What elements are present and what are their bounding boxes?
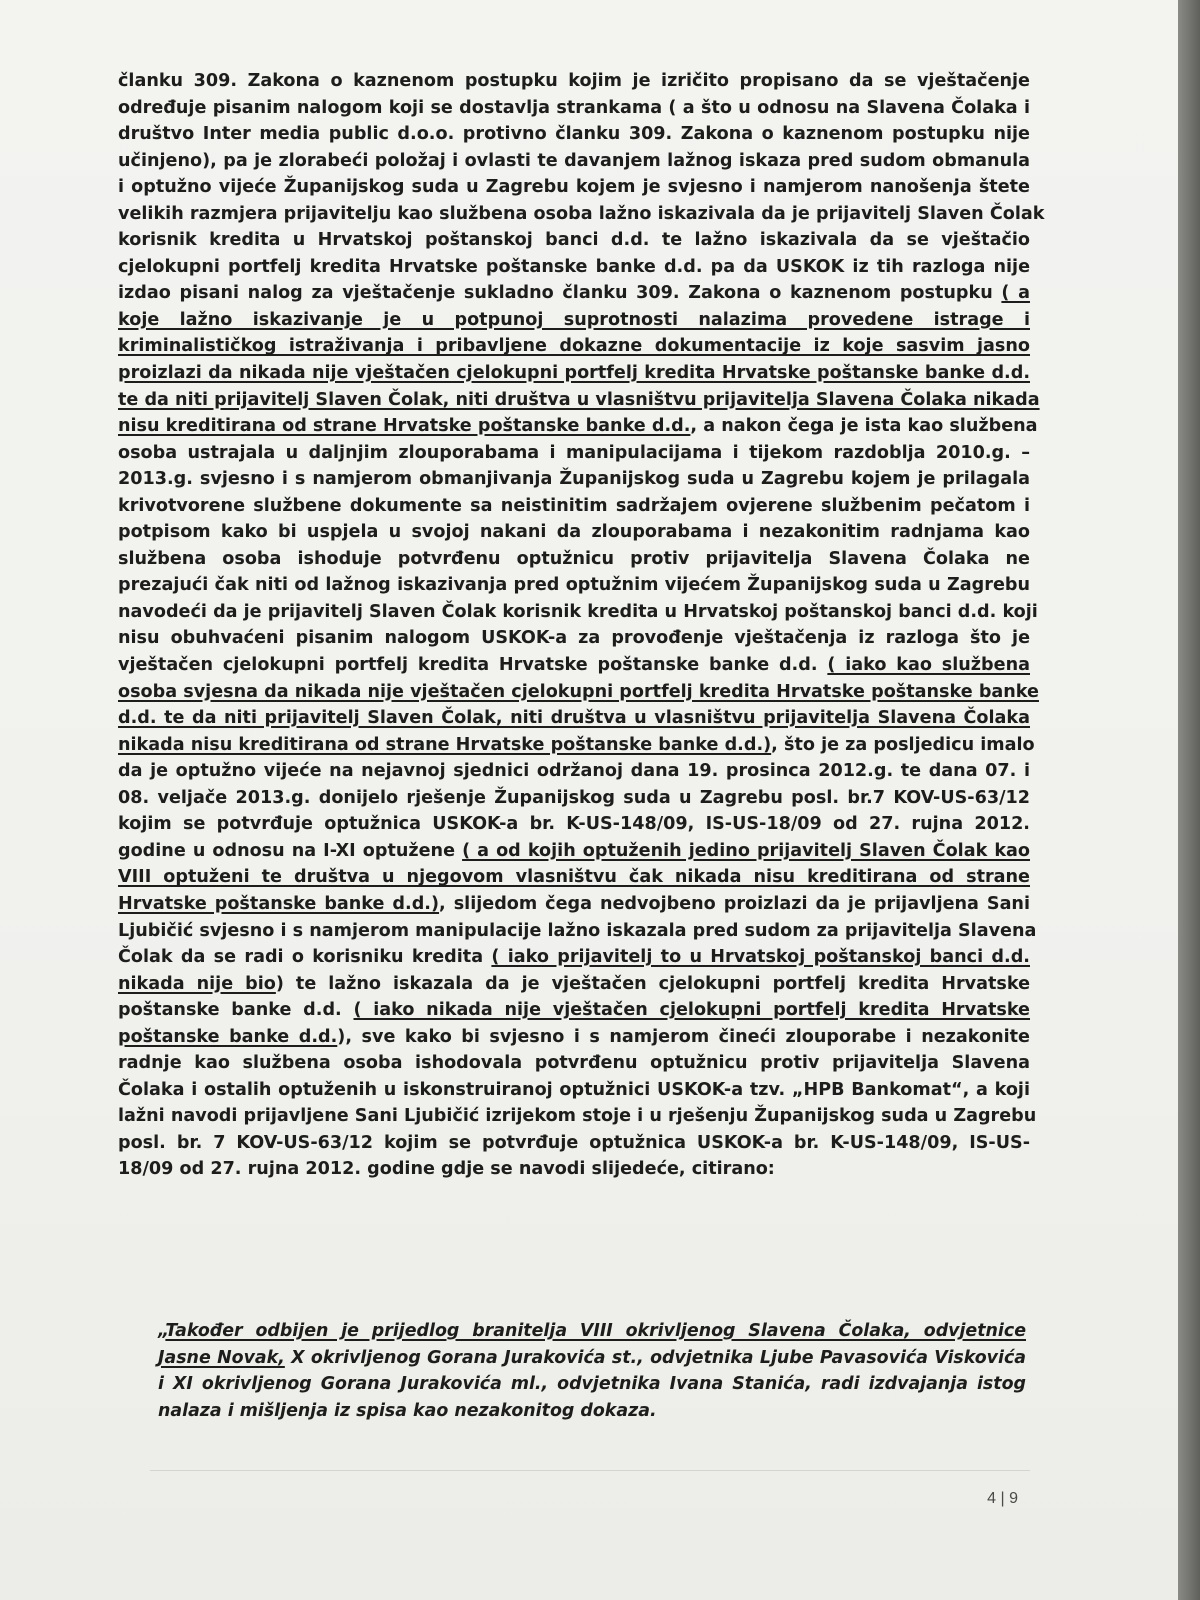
text-segment: , što je za posljedicu imalo — [771, 734, 1035, 755]
text-line: lažni navodi prijavljene Sani Ljubičić izrijekom stoje i u rješenju Županijskog suda u Zagrebu — [118, 1106, 1037, 1127]
text-line: navodeći da je prijavitelj Slaven Čolak korisnik kredita u Hrvatskoj poštanskoj banci d.d. koji — [118, 601, 1038, 622]
text-line: nisu obuhvaćeni pisanim nalogom USKOK-a za provođenje vještačenja iz razloga što je — [118, 628, 1030, 649]
underlined-segment: poštanske banke d.d. — [118, 1026, 338, 1047]
underlined-segment: ( iako prijavitelj to u Hrvatskoj poštanskoj banci d.d. — [491, 947, 1030, 968]
text-line — [118, 652, 1030, 679]
underlined-segment: ( a od kojih optuženih jedino prijavitelj Slaven Čolak kao — [462, 840, 1030, 861]
opening-quote-mark: „ — [158, 1321, 166, 1341]
text-line — [118, 891, 1030, 918]
text-line: radnje kao službena osoba ishodovala potvrđenu optužnicu protiv prijavitelja Slavena — [118, 1053, 1030, 1074]
underlined-segment: nikada nije bio — [118, 973, 276, 994]
text-line — [118, 1024, 1030, 1051]
underlined-segment: Također odbijen je prijedlog branitelja VIII okrivljenog Slavena Čolaka, odvjetnice — [165, 1321, 1026, 1341]
text-line: službena osoba ishoduje potvrđenu optužnicu protiv prijavitelja Slavena Čolaka ne — [118, 548, 1030, 569]
text-line: Ljubičić svjesno i s namjerom manipulacije lažno iskazala pred sudom za prijavitelja Slavena — [118, 920, 1037, 941]
text-line: 18/09 od 27. rujna 2012. godine gdje se navodi slijedeće, citirano: — [118, 1159, 775, 1180]
quote-line — [158, 1318, 1026, 1345]
text-line: potpisom kako bi uspjela u svojoj nakani da zlouporabama i nezakonitim radnjama kao — [118, 522, 1030, 543]
text-segment: , a nakon čega je ista kao službena — [690, 416, 1038, 437]
text-line — [118, 997, 1030, 1024]
underlined-segment: Hrvatske poštanske banke d.d.) — [118, 893, 440, 914]
page-number: 4 | 9 — [987, 1490, 1018, 1507]
text-line: da je optužno vijeće na nejavnoj sjednici održanoj dana 19. prosinca 2012.g. te dana 07. i — [118, 761, 1030, 782]
quote-line — [158, 1345, 1026, 1372]
text-line: prezajući čak niti od lažnog iskazivanja pred optužnim vijećem Županijskog suda u Zagrebu — [118, 575, 1030, 596]
underlined-line: koje lažno iskazivanje je u potpunoj suprotnosti nalazima provedene istrage i — [118, 309, 1030, 330]
text-line: i optužno vijeće Županijskog suda u Zagrebu kojem je svjesno i namjerom nanošenja štete — [118, 177, 1030, 198]
text-line: članku 309. Zakona o kaznenom postupku kojim je izričito propisano da se vještačenje — [118, 71, 1030, 91]
text-line — [118, 732, 1035, 759]
text-line — [118, 971, 1030, 998]
footer-divider — [150, 1470, 1030, 1471]
underlined-segment: ( iako kao službena — [827, 655, 1030, 676]
text-segment: ) te lažno iskazala da je vještačen cjelokupni portfelj kredita Hrvatske — [275, 973, 1031, 994]
body-paragraph — [118, 68, 1045, 1183]
text-line: osoba ustrajala u daljnjim zlouporabama i manipulacijama i tijekom razdoblja 2010.g. – — [118, 442, 1030, 463]
text-line — [118, 413, 1038, 440]
text-line: cjelokupni portfelj kredita Hrvatske poštanske banke d.d. pa da USKOK iz tih razloga nije — [118, 256, 1030, 277]
underlined-segment: ( a — [1001, 283, 1030, 304]
underlined-line: VIII optuženi te društva u njegovom vlasništvu čak nikada nisu kreditirana od strane — [118, 867, 1030, 888]
text-segment: X okrivljenog Gorana Jurakovića st., odvjetnika Ljube Pavasovića Viskovića — [284, 1347, 1026, 1368]
text-line: društvo Inter media public d.o.o. protivno članku 309. Zakona o kaznenom postupku nije — [118, 124, 1030, 145]
text-line: Čolaka i ostalih optuženih u iskonstruiranoj optužnici USKOK-a tzv. „HPB Bankomat“, a koji — [118, 1079, 1030, 1100]
underlined-line: d.d. te da niti prijavitelj Slaven Čolak, niti društva u vlasništvu prijavitelja Slavena Čolaka — [118, 708, 1030, 729]
page-edge-shadow — [1178, 0, 1200, 1600]
text-line: 08. veljače 2013.g. donijelo rješenje Županijskog suda u Zagrebu posl. br.7 KOV-US-63/12 — [118, 787, 1030, 808]
quote-line: nalaza i mišljenja iz spisa kao nezakonitog dokaza. — [158, 1400, 657, 1421]
quoted-passage — [158, 1318, 1026, 1424]
text-segment: poštanske banke d.d. — [118, 1000, 342, 1021]
text-segment: , slijedom čega nedvojbeno proizlazi da je prijavljena Sani — [439, 893, 1030, 914]
text-segment: ), sve kako bi svjesno i s namjerom čineći zlouporabe i nezakonite — [337, 1026, 1030, 1047]
text-line — [118, 280, 1030, 307]
text-line — [118, 944, 1030, 971]
text-line: 2013.g. svjesno i s namjerom obmanjivanja Županijskog suda u Zagrebu kojem je prilagala — [118, 469, 1030, 490]
text-line: korisnik kredita u Hrvatskoj poštanskoj banci d.d. te lažno iskazivala da se vještačio — [118, 230, 1030, 251]
underlined-line: kriminalističkog istraživanja i pribavljene dokazne dokumentacije iz koje sasvim jasno — [118, 336, 1030, 357]
text-segment: Čolak da se radi o korisniku kredita — [118, 947, 484, 968]
text-line — [118, 838, 1030, 865]
text-line: određuje pisanim nalogom koji se dostavlja strankama ( a što u odnosu na Slavena Čolaka i — [118, 97, 1030, 118]
underlined-segment: nikada nisu kreditirana od strane Hrvatske poštanske banke d.d.) — [118, 734, 772, 755]
text-segment: vještačen cjelokupni portfelj kredita Hrvatske poštanske banke d.d. — [118, 655, 818, 676]
underlined-segment: nisu kreditirana od strane Hrvatske poštanske banke d.d. — [118, 416, 691, 437]
underlined-line: te da niti prijavitelj Slaven Čolak, niti društva u vlasništvu prijavitelja Slavena Čolaka nikada — [118, 389, 1040, 410]
underlined-line: proizlazi da nikada nije vještačen cjelokupni portfelj kredita Hrvatske poštanske banke d.d. — [118, 363, 1030, 384]
text-line: velikih razmjera prijavitelju kao službena osoba lažno iskazivala da je prijavitelj Slaven Čolak — [118, 203, 1045, 224]
underlined-line: osoba svjesna da nikada nije vještačen cjelokupni portfelj kredita Hrvatske poštanske banke — [118, 681, 1039, 702]
underlined-segment: ( iako nikada nije vještačen cjelokupni portfelj kredita Hrvatske — [353, 1000, 1030, 1021]
text-line: krivotvorene službene dokumente sa neistinitim sadržajem ovjerene službenim pečatom i — [118, 495, 1030, 516]
text-line: posl. br. 7 KOV-US-63/12 kojim se potvrđuje optužnica USKOK-a br. K-US-148/09, IS-US- — [118, 1132, 1030, 1153]
quote-line: i XI okrivljenog Gorana Jurakovića ml., odvjetnika Ivana Stanića, radi izdvajanja istog — [158, 1374, 1026, 1394]
underlined-segment: Jasne Novak, — [158, 1347, 285, 1368]
text-line: učinjeno), pa je zlorabeći položaj i ovlasti te davanjem lažnog iskaza pred sudom obmanula — [118, 150, 1030, 171]
text-segment: izdao pisani nalog za vještačenje sukladno članku 309. Zakona o kaznenom postupku — [118, 283, 993, 304]
text-segment: godine u odnosu na I-XI optužene — [118, 840, 456, 861]
text-line: kojim se potvrđuje optužnica USKOK-a br. K-US-148/09, IS-US-18/09 od 27. rujna 2012. — [118, 814, 1030, 835]
